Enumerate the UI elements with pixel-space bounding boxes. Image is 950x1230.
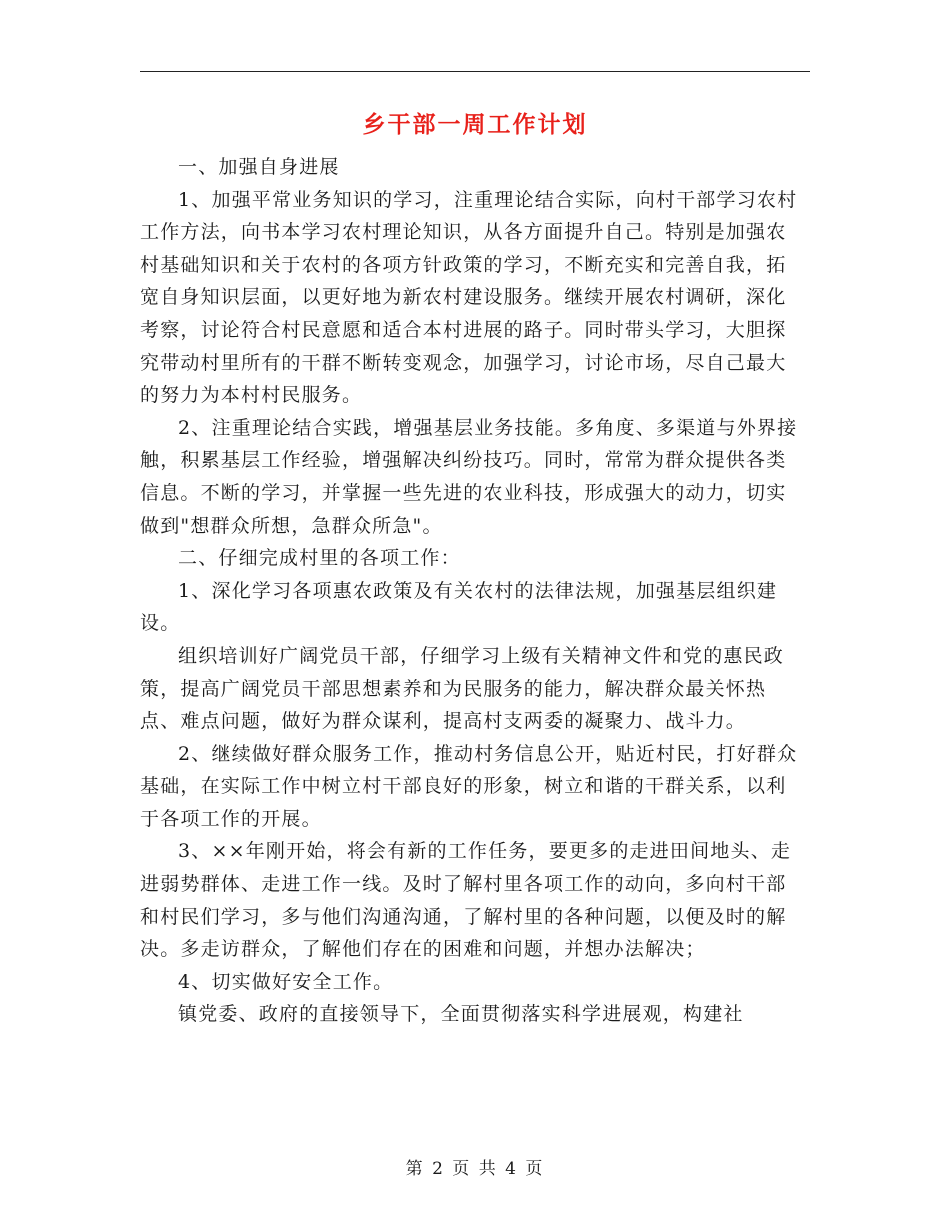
paragraph: 4、切实做好安全工作。 <box>178 970 394 993</box>
paragraph: 2、注重理论结合实践，增强基层业务技能。多角度、多渠道与外界接触，积累基层工作经验，增强解决纠纷技巧。同时，常常为群众提供各类信息。不断的学习，并掌握一些先进的农业科技，形成强大的动力，切实做到"想群众所想，急群众所急"。 <box>140 416 798 537</box>
document-title: 乡干部一周工作计划 <box>362 111 588 138</box>
paragraph: 镇党委、政府的直接领导下，全面贯彻落实科学进展观，构建社 <box>178 1003 744 1026</box>
paragraph: 3、××年刚开始，将会有新的工作任务，要更多的走进田间地头、走进弱势群体、走进工作一线。及时了解村里各项工作的动向，多向村干部和村民们学习，多与他们沟通沟通，了解村里的各种问题，以便及时的解决。多走访群众，了解他们存在的困难和问题，并想办法解决； <box>140 840 792 961</box>
paragraph: 1、加强平常业务知识的学习，注重理论结合实际，向村干部学习农村工作方法，向书本学习农村理论知识，从各方面提升自己。特别是加强农村基础知识和关于农村的各项方针政策的学习，不断充实和完善自我，拓宽自身知识层面，以更好地为新农村建设服务。继续开展农村调研，深化考察，讨论符合村民意愿和适合本村进展的路子。同时带头学习，大胆探究带动村里所有的干群不断转变观念，加强学习，讨论市场，尽自己最大的努力为本村村民服务。 <box>140 188 798 407</box>
header-rule <box>140 71 810 72</box>
paragraph: 组织培训好广阔党员干部，仔细学习上级有关精神文件和党的惠民政策，提高广阔党员干部思想素养和为民服务的能力，解决群众最关怀热点、难点问题，做好为群众谋利，提高村支两委的凝聚力、战斗力。 <box>140 644 785 733</box>
paragraph: 2、继续做好群众服务工作，推动村务信息公开，贴近村民，打好群众基础，在实际工作中树立村干部良好的形象，树立和谐的干群关系，以利于各项工作的开展。 <box>140 742 798 830</box>
document-body <box>140 151 804 1031</box>
page-number: 第 2 页 共 4 页 <box>405 1159 545 1179</box>
paragraph: 一、加强自身进展 <box>178 156 340 178</box>
paragraph: 二、仔细完成村里的各项工作： <box>178 547 461 570</box>
paragraph: 1、深化学习各项惠农政策及有关农村的法律法规，加强基层组织建设。 <box>140 579 778 635</box>
